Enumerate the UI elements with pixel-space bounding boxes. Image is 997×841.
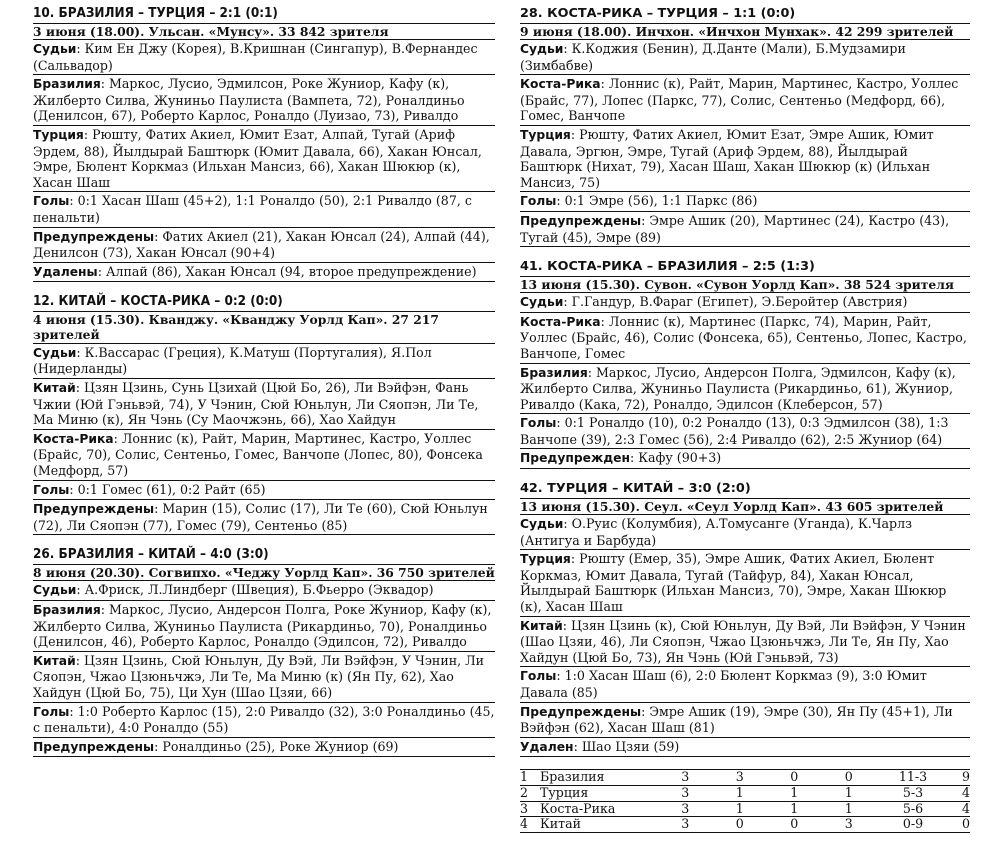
section-label: Судьи [33,583,77,598]
goals-line: Голы: 0:1 Хасан Шаш (45+2), 1:1 Роналдо (50), 2:1 Ривалдо (87, с пенальти) [33,191,495,226]
section-label: Судьи [520,295,564,310]
match-date-venue: 3 июня (18.00). Ульсан. «Мунсу». 33 842 зрителя [33,23,389,39]
draws-cell: 0 [767,770,822,786]
wins-cell: 1 [713,801,768,817]
losses-cell: 1 [822,801,877,817]
section-text: Алпай (86), Хакан Юнсал (94, второе предупреждение) [105,263,477,279]
position-cell: 2 [520,785,540,801]
lineup-team-a: Коста-Рика: Лоннис (к), Мартинес (Паркс, 74), Марин, Райт, Уоллес (Брайс, 46), Солис (Фонсека, 65), Сентеньо, Лопес, Кастро, Ванчопе, Гомес [520,312,970,363]
match-report [520,481,970,757]
section-text: Маркос, Лусио, Андерсон Полга, Эдмилсон, Кафу (к), Жилберто Силва, Жуниньо Паулиста (Рикардиньо, 61), Жуниор, Ривалдо (Кака, 72), Роналдо, Эдилсон (Клеберсон, 57) [520,364,956,412]
section-text: 0:1 Хасан Шаш (45+2), 1:1 Роналдо (50), 2:1 Ривалдо (87, с пенальти) [33,193,472,225]
section-text: Роналдиньо (25), Роке Жуниор (69) [162,738,399,754]
section-text: Рюшту, Фатих Акиел, Юмит Езат, Эмре Ашик, Юмит Давала, Эргюн, Эмре, Тугай (Ариф Эрдем, 88), Йылдырай Баштюрк (Нихат, 79), Хасан Шаш, Хакан Шюкюр (к) (Ильхан Мансиз, 75) [520,126,934,190]
lineup-team-a: Турция: Рюшту (Емер, 35), Эмре Ашик, Фатих Акиел, Бюлент Коркмаз, Юмит Давала, Тугай (Тайфур, 84), Хакан Юнсал, Йылдырай Баштюрк (Ильхан Мансиз, 70), Эмре, Хакан Шюкюр (к), Хасан Шаш [520,549,970,615]
section-label: Предупреждены [520,213,642,228]
games-cell: 3 [658,770,713,786]
section-text: Марин (15), Солис (17), Ли Те (60), Сюй Юньлун (72), Ли Сяопэн (77), Гомес (79), Сентеньо (85) [33,501,488,533]
section-text: Эмре Ашик (19), Эмре (30), Ян Пу (45+1), Ли Вэйфэн (62), Хасан Шаш (81) [520,703,953,736]
section-text: Рюшту (Емер, 35), Эмре Ашик, Фатих Акиел, Бюлент Коркмаз, Юмит Давала, Тугай (Тайфур, 84), Хакан Юнсал, Йылдырай Баштюрк (Ильхан Мансиз, 70), Эмре, Хакан Шюкюр (к), Хасан Шаш [520,551,947,615]
lineup-team-b: Коста-Рика: Лоннис (к), Райт, Марин, Мартинес, Кастро, Уоллес (Брайс, 70), Солис, Сентеньо, Гомес, Ванчопе (Лопес, 80), Фонсека (Медфорд, 57) [33,429,495,480]
section-label: Предупрежден [520,451,631,466]
match-title: 12. КИТАЙ – КОСТА-РИКА – 0:2 (0:0) [33,294,495,312]
section-text: Цзян Цзинь (к), Сюй Юньлун, Ду Вэй, Ли Вэйфэн, У Чэнин (Шао Цзяи, 46), Ли Сяопэн, Чжао Цзюньчжэ, Ли Те, Ян Пу, Хао Хайдун (Цюй Бо, 73), Ян Чэнь (Юй Гэньвэй, 73) [520,617,966,665]
section-text: 1:0 Роберто Карлос (15), 2:0 Ривалдо (32), 3:0 Роналдиньо (45, с пенальти), 4:0 Роналдо (55) [33,703,495,736]
section-text: Ким Ен Джу (Корея), В.Кришнан (Сингапур), В.Фернандес (Сальвадор) [33,41,478,73]
match-report [520,259,970,469]
draws-cell: 1 [767,785,822,801]
section-text: Шао Цзяи (59) [581,738,680,754]
points-cell: 4 [950,785,970,801]
section-label: Голы [33,482,70,497]
table-row [520,801,970,817]
section-text: 0:1 Эмре (56), 1:1 Паркс (86) [564,193,758,209]
lineup-team-b: Бразилия: Маркос, Лусио, Андерсон Полга, Эдмилсон, Кафу (к), Жилберто Силва, Жуниньо Паулиста (Рикардиньо, 61), Жуниор, Ривалдо (Кака, 72), Роналдо, Эдилсон (Клеберсон, 57) [520,363,970,414]
goals-cell: 5-3 [876,785,950,801]
right-column [520,6,970,833]
team-cell: Китай [540,817,658,833]
section-label: Голы [520,669,557,684]
section-label: Коста-Рика [33,431,114,446]
section-label: Судьи [520,42,564,56]
match-date-venue: 4 июня (15.30). Кванджу. «Кванджу Уорлд Кап». 27 217 зрителей [33,311,439,343]
section-text: Лоннис (к), Райт, Марин, Мартинес, Кастро, Уоллес (Брайс, 77), Лопес (Паркс, 77), Солис, Сентеньо (Медфорд, 66), Гомес, Ванчопе [520,76,959,124]
lineup-team-b: Турция: Рюшту, Фатих Акиел, Юмит Езат, Эмре Ашик, Юмит Давала, Эргюн, Эмре, Тугай (Ариф Эрдем, 88), Йылдырай Баштюрк (Нихат, 79), Хасан Шаш, Хакан Шюкюр (к) (Ильхан Мансиз, 75) [520,125,970,191]
section-text: Лоннис (к), Райт, Марин, Мартинес, Кастро, Уоллес (Брайс, 70), Солис, Сентеньо, Гомес, Ванчопе (Лопес, 80), Фонсека (Медфорд, 57) [33,430,483,478]
goals-line: Голы: 0:1 Гомес (61), 0:2 Райт (65) [33,480,495,500]
draws-cell: 0 [767,817,822,833]
section-text: Маркос, Лусио, Эдмилсон, Роке Жуниор, Кафу (к), Жилберто Силва, Жуниньо Паулиста (Вампета, 72), Роналдиньо (Денилсон, 67), Роберто Карлос, Роналдо (Луизао, 73), Ривалдо [33,76,465,124]
losses-cell: 1 [822,785,877,801]
section-label: Голы [520,416,557,431]
section-text: Фатих Акиел (21), Хакан Юнсал (24), Алпай (44), Денилсон (73), Хакан Юнсал (90+4) [33,228,490,261]
section-label: Предупреждены [33,739,155,754]
match-report [33,6,495,282]
referees-line: Судьи: К.Вассарас (Греция), К.Матуш (Португалия), Я.Пол (Нидерланды) [33,343,495,378]
section-label: Удален [520,739,574,754]
left-column [33,6,495,769]
section-label: Китай [520,618,563,633]
draws-cell: 1 [767,801,822,817]
position-cell: 1 [520,770,540,786]
points-cell: 4 [950,801,970,817]
match-date-venue: 13 июня (15.30). Сувон. «Сувон Уорлд Кап». 38 524 зрителя [520,276,954,292]
goals-cell: 5-6 [876,801,950,817]
match-date-venue: 8 июня (20.30). Согвипхо. «Чеджу Уорлд Кап». 36 750 зрителей [33,564,495,580]
match-title: 42. ТУРЦИЯ – КИТАЙ – 3:0 (2:0) [520,481,970,499]
position-cell: 4 [520,817,540,833]
lineup-team-a: Коста-Рика: Лоннис (к), Райт, Марин, Мартинес, Кастро, Уоллес (Брайс, 77), Лопес (Паркс, 77), Солис, Сентеньо (Медфорд, 66), Гомес, Ванчопе [520,74,970,125]
match-title: 26. БРАЗИЛИЯ – КИТАЙ – 4:0 (3:0) [33,547,495,565]
section-text: 0:1 Гомес (61), 0:2 Райт (65) [77,481,266,497]
section-label: Голы [33,194,70,209]
match-title: 10. БРАЗИЛИЯ – ТУРЦИЯ – 2:1 (0:1) [33,6,495,24]
losses-cell: 3 [822,817,877,833]
section-text: Эмре Ашик (20), Мартинес (24), Кастро (43), Тугай (45), Эмре (89) [520,212,950,245]
section-text: Цзян Цзинь, Сюй Юньлун, Ду Вэй, Ли Вэйфэн, У Чэнин, Ли Сяопэн, Чжао Цзюньчжэ, Ли Те, Ма Миню (к) (Ян Пу, 62), Хао Хайдун (Цюй Бо, 75), Ци Хун (Шао Цзяи, 66) [33,652,485,700]
lineup-team-a: Бразилия: Маркос, Лусио, Эдмилсон, Роке Жуниор, Кафу (к), Жилберто Силва, Жуниньо Паулиста (Вампета, 72), Роналдиньо (Денилсон, 67), Роберто Карлос, Роналдо (Луизао, 73), Ривалдо [33,74,495,125]
lineup-team-a: Китай: Цзян Цзинь, Сунь Цзихай (Цюй Бо, 26), Ли Вэйфэн, Фань Чжии (Юй Гэньвэй, 74), У Чэнин, Сюй Юньлун, Ли Сяопэн, Ли Те, Ма Миню (к), Ян Чэнь (Су Маочжэнь, 66), Хао Хайдун [33,378,495,429]
games-cell: 3 [658,801,713,817]
section-text: О.Руис (Колумбия), А.Томусанге (Уганда), К.Чарлз (Антигуа и Барбуда) [520,516,912,548]
sendings-off-line: Удалены: Алпай (86), Хакан Юнсал (94, второе предупреждение) [33,262,495,283]
match-date-venue: 13 июня (15.30). Сеул. «Сеул Уорлд Кап». 43 605 зрителей [520,498,944,514]
section-label: Голы [520,194,557,209]
lineup-team-b: Китай: Цзян Цзинь, Сюй Юньлун, Ду Вэй, Ли Вэйфэн, У Чэнин, Ли Сяопэн, Чжао Цзюньчжэ, Ли Те, Ма Миню (к) (Ян Пу, 62), Хао Хайдун (Цюй Бо, 75), Ци Хун (Шао Цзяи, 66) [33,651,495,702]
section-label: Бразилия [520,365,588,380]
table-row [520,770,970,786]
lineup-team-b: Турция: Рюшту, Фатих Акиел, Юмит Езат, Алпай, Тугай (Ариф Эрдем, 88), Йылдырай Баштюрк (Юмит Давала, 66), Хакан Юнсал, Эмре, Бюлент Коркмаз (Ильхан Мансиз, 66), Хакан Шюкюр (к), Хасан Шаш [33,125,495,191]
sendings-off-line: Удален: Шао Цзяи (59) [520,737,970,758]
goals-cell: 11-3 [876,770,950,786]
section-label: Предупреждены [520,704,642,719]
team-cell: Бразилия [540,770,658,786]
position-cell: 3 [520,801,540,817]
section-label: Бразилия [33,602,101,617]
section-label: Китай [33,381,76,395]
goals-cell: 0-9 [876,817,950,833]
bookings-line: Предупрежден: Кафу (90+3) [520,448,970,469]
points-cell: 9 [950,770,970,786]
match-date-venue: 9 июня (18.00). Инчхон. «Инчхон Мунхак». 42 299 зрителей [520,23,954,39]
section-text: Кафу (90+3) [638,450,722,466]
section-label: Судьи [520,517,564,532]
wins-cell: 3 [713,770,768,786]
section-text: 1:0 Хасан Шаш (6), 2:0 Бюлент Коркмаз (9), 3:0 Юмит Давала (85) [520,668,927,700]
match-report [33,547,495,757]
section-label: Коста-Рика [520,314,601,329]
bookings-line: Предупреждены: Эмре Ашик (19), Эмре (30), Ян Пу (45+1), Ли Вэйфэн (62), Хасан Шаш (81) [520,702,970,737]
section-label: Предупреждены [33,502,155,517]
section-label: Турция [33,127,84,142]
goals-line: Голы: 1:0 Роберто Карлос (15), 2:0 Ривалдо (32), 3:0 Роналдиньо (45, с пенальти), 4:0 Роналдо (55) [33,703,495,736]
section-text: А.Фриск, Л.Линдберг (Швеция), Б.Фьерро (Эквадор) [84,582,434,598]
section-text: 0:1 Роналдо (10), 0:2 Роналдо (13), 0:3 Эдмилсон (38), 1:3 Ванчопе (39), 2:3 Гомес (56), 2:4 Ривалдо (62), 2:5 Жуниор (64) [520,415,949,447]
match-title: 28. КОСТА-РИКА – ТУРЦИЯ – 1:1 (0:0) [520,6,970,24]
referees-line: Судьи: О.Руис (Колумбия), А.Томусанге (Уганда), К.Чарлз (Антигуа и Барбуда) [520,514,970,549]
section-label: Бразилия [33,77,101,92]
match-report [520,6,970,247]
lineup-team-b: Китай: Цзян Цзинь (к), Сюй Юньлун, Ду Вэй, Ли Вэйфэн, У Чэнин (Шао Цзяи, 46), Ли Сяопэн, Чжао Цзюньчжэ, Ли Те, Ян Пу, Хао Хайдун (Цюй Бо, 73), Ян Чэнь (Юй Гэньвэй, 73) [520,616,970,667]
table-row [520,817,970,833]
table-row [520,785,970,801]
team-cell: Коста-Рика [540,801,658,817]
bookings-line: Предупреждены: Роналдиньо (25), Роке Жуниор (69) [33,737,495,758]
section-label: Коста-Рика [520,77,601,92]
section-text: К.Вассарас (Греция), К.Матуш (Португалия), Я.Пол (Нидерланды) [33,344,432,377]
referees-line: Судьи: Ким Ен Джу (Корея), В.Кришнан (Сингапур), В.Фернандес (Сальвадор) [33,39,495,74]
section-label: Турция [520,552,571,567]
section-label: Голы [33,704,70,719]
goals-line: Голы: 0:1 Роналдо (10), 0:2 Роналдо (13), 0:3 Эдмилсон (38), 1:3 Ванчопе (39), 2:3 Гомес (56), 2:4 Ривалдо (62), 2:5 Жуниор (64) [520,413,970,448]
section-text: Рюшту, Фатих Акиел, Юмит Езат, Алпай, Тугай (Ариф Эрдем, 88), Йылдырай Баштюрк (Юмит Давала, 66), Хакан Юнсал, Эмре, Бюлент Коркмаз (Ильхан Мансиз, 66), Хакан Шюкюр (к), Хасан Шаш [33,126,482,190]
section-text: Цзян Цзинь, Сунь Цзихай (Цюй Бо, 26), Ли Вэйфэн, Фань Чжии (Юй Гэньвэй, 74), У Чэнин, Сюй Юньлун, Ли Сяопэн, Ли Те, Ма Миню (к), Ян Чэнь (Су Маочжэнь, 66), Хао Хайдун [33,380,479,428]
games-cell: 3 [658,785,713,801]
wins-cell: 1 [713,785,768,801]
section-text: Лоннис (к), Мартинес (Паркс, 74), Марин, Райт, Уоллес (Брайс, 46), Солис (Фонсека, 65), Сентеньо, Лопес, Кастро, Ванчопе, Гомес [520,313,967,361]
goals-line: Голы: 1:0 Хасан Шаш (6), 2:0 Бюлент Коркмаз (9), 3:0 Юмит Давала (85) [520,666,970,701]
wins-cell: 0 [713,817,768,833]
bookings-line: Предупреждены: Фатих Акиел (21), Хакан Юнсал (24), Алпай (44), Денилсон (73), Хакан Юнсал (90+4) [33,227,495,262]
match-title: 41. КОСТА-РИКА – БРАЗИЛИЯ – 2:5 (1:3) [520,259,970,277]
goals-line: Голы: 0:1 Эмре (56), 1:1 Паркс (86) [520,191,970,211]
section-label: Судьи [33,345,77,360]
bookings-line: Предупреждены: Эмре Ашик (20), Мартинес (24), Кастро (43), Тугай (45), Эмре (89) [520,211,970,247]
losses-cell: 0 [822,770,877,786]
section-text: Г.Гандур, В.Фараг (Египет), Э.Беройтер (Австрия) [571,294,908,310]
referees-line: Судьи: А.Фриск, Л.Линдберг (Швеция), Б.Фьерро (Эквадор) [33,580,495,600]
section-text: Маркос, Лусио, Андерсон Полга, Роке Жуниор, Кафу (к), Жилберто Силва, Жуниньо Паулиста (Рикардиньо, 70), Роналдиньо (Денилсон, 46), Роберто Карлос, Роналдо (Эдилсон, 72), Ривалдо [33,601,492,650]
section-label: Китай [33,653,76,668]
team-cell: Турция [540,785,658,801]
bookings-line: Предупреждены: Марин (15), Солис (17), Ли Те (60), Сюй Юньлун (72), Ли Сяопэн (77), Гомес (79), Сентеньо (85) [33,499,495,535]
section-text: К.Коджия (Бенин), Д.Данте (Мали), Б.Мудзамири (Зимбабве) [520,41,906,73]
referees-line: Судьи: Г.Гандур, В.Фараг (Египет), Э.Беройтер (Австрия) [520,292,970,312]
match-report [33,294,495,535]
section-label: Предупреждены [33,229,155,244]
points-cell: 0 [950,817,970,833]
section-label: Турция [520,127,571,142]
games-cell: 3 [658,817,713,833]
referees-line: Судьи: К.Коджия (Бенин), Д.Данте (Мали), Б.Мудзамири (Зимбабве) [520,39,970,74]
section-label: Судьи [33,42,77,56]
group-standings-table [520,769,970,832]
lineup-team-a: Бразилия: Маркос, Лусио, Андерсон Полга, Роке Жуниор, Кафу (к), Жилберто Силва, Жуниньо Паулиста (Рикардиньо, 70), Роналдиньо (Денилсон, 46), Роберто Карлос, Роналдо (Эдилсон, 72), Ривалдо [33,600,495,651]
section-label: Удалены [33,264,98,279]
